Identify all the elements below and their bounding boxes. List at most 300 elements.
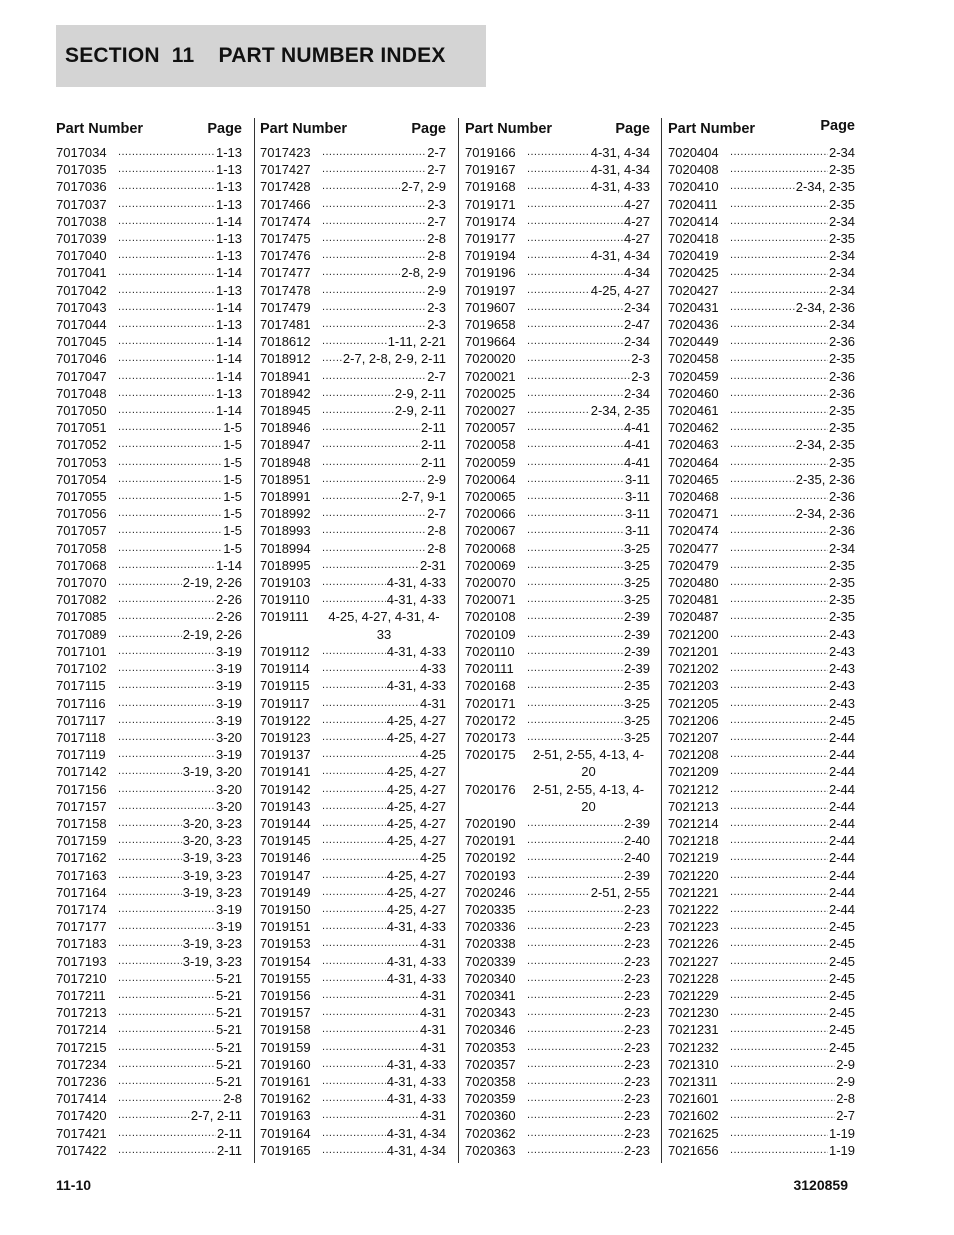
page-reference: 3-20 bbox=[215, 729, 242, 745]
page-reference: 3-11 bbox=[624, 523, 650, 539]
part-number: 7020359 bbox=[465, 1091, 516, 1107]
page-reference: 2-23 bbox=[623, 1091, 650, 1107]
index-entry bbox=[56, 1021, 242, 1038]
part-number: 7021218 bbox=[668, 833, 719, 849]
dot-leader bbox=[527, 970, 623, 987]
page-reference: 3-11 bbox=[624, 489, 650, 505]
dot-leader bbox=[118, 953, 182, 970]
part-number: 7020193 bbox=[465, 867, 516, 883]
dot-leader bbox=[118, 901, 215, 918]
dot-leader bbox=[322, 522, 426, 539]
page-reference: 2-39 bbox=[623, 643, 650, 659]
part-number: 7021311 bbox=[668, 1073, 718, 1089]
index-entries bbox=[56, 144, 242, 1159]
page-reference: 2-34 bbox=[623, 385, 650, 401]
dot-leader bbox=[730, 333, 828, 350]
index-entry bbox=[465, 884, 650, 901]
index-entry bbox=[56, 247, 242, 264]
part-number: 7021226 bbox=[668, 936, 719, 952]
part-number: 7019111 bbox=[260, 609, 309, 625]
dot-leader bbox=[118, 1039, 215, 1056]
part-number: 7019114 bbox=[260, 661, 310, 677]
part-number: 7021213 bbox=[668, 798, 719, 814]
part-number: 7021227 bbox=[668, 953, 719, 969]
dot-leader bbox=[118, 316, 215, 333]
page-reference: 2-34, 2-36 bbox=[795, 299, 855, 315]
dot-leader bbox=[730, 729, 828, 746]
dot-leader bbox=[322, 264, 400, 281]
part-number: 7020465 bbox=[668, 471, 719, 487]
part-number: 7017481 bbox=[260, 317, 311, 333]
page-reference: 4-27 bbox=[623, 231, 650, 247]
dot-leader bbox=[730, 385, 828, 402]
page-reference: 4-34 bbox=[623, 265, 650, 281]
index-column-4 bbox=[661, 118, 855, 1163]
index-entry bbox=[668, 1073, 855, 1090]
part-number: 7018612 bbox=[260, 334, 311, 350]
index-entry bbox=[668, 488, 855, 505]
page-reference: 4-31, 4-33 bbox=[386, 970, 446, 986]
index-entry bbox=[56, 1039, 242, 1056]
index-entry bbox=[465, 953, 650, 970]
part-number: 7020464 bbox=[668, 454, 719, 470]
dot-leader bbox=[730, 712, 828, 729]
page-reference: 4-41 bbox=[623, 437, 650, 453]
page-reference: 3-25 bbox=[623, 729, 650, 745]
index-entry bbox=[56, 1107, 242, 1124]
index-entry bbox=[260, 781, 446, 798]
part-number: 7017115 bbox=[56, 678, 106, 694]
index-entry bbox=[260, 436, 446, 453]
part-number: 7020418 bbox=[668, 231, 719, 247]
page-reference: 4-25, 4-27 bbox=[386, 901, 446, 917]
index-entry bbox=[260, 178, 446, 195]
dot-leader bbox=[730, 178, 795, 195]
page-reference: 2-35 bbox=[828, 557, 855, 573]
dot-leader bbox=[730, 402, 828, 419]
index-entry bbox=[668, 1142, 855, 1159]
page-reference: 4-31, 4-33 bbox=[386, 1091, 446, 1107]
part-number: 7020058 bbox=[465, 437, 516, 453]
index-entry bbox=[668, 333, 855, 350]
page-reference: 2-39 bbox=[623, 867, 650, 883]
page-reference: 4-31, 4-33 bbox=[590, 179, 650, 195]
part-number: 7021208 bbox=[668, 747, 719, 763]
page-reference: 3-19 bbox=[215, 695, 242, 711]
dot-leader bbox=[118, 161, 215, 178]
page-reference: 2-9 bbox=[427, 282, 446, 298]
page-reference: 4-25, 4-27 bbox=[386, 781, 446, 797]
index-entry bbox=[260, 918, 446, 935]
dot-leader bbox=[322, 436, 420, 453]
part-number: 7019166 bbox=[465, 145, 516, 160]
dot-leader bbox=[527, 1142, 623, 1159]
dot-leader bbox=[730, 230, 828, 247]
page-reference: 2-3 bbox=[427, 317, 446, 333]
part-number: 7019159 bbox=[260, 1039, 311, 1055]
index-entry bbox=[668, 867, 855, 884]
dot-leader bbox=[322, 1090, 386, 1107]
page-reference: 2-36 bbox=[828, 334, 855, 350]
page-reference: 3-20, 3-23 bbox=[182, 815, 242, 831]
page-reference: 2-35, 2-36 bbox=[795, 471, 855, 487]
dot-leader bbox=[118, 196, 215, 213]
dot-leader bbox=[118, 918, 215, 935]
index-entry bbox=[56, 333, 242, 350]
index-entry bbox=[465, 574, 650, 591]
dot-leader bbox=[730, 746, 828, 763]
index-entry bbox=[260, 419, 446, 436]
page-reference: 4-25, 4-27 bbox=[386, 833, 446, 849]
dot-leader bbox=[527, 712, 623, 729]
dot-leader bbox=[527, 935, 623, 952]
index-entry bbox=[260, 1039, 446, 1056]
part-number: 7017044 bbox=[56, 317, 107, 333]
index-entry bbox=[668, 781, 855, 798]
part-number: 7021202 bbox=[668, 661, 719, 677]
index-entry bbox=[260, 953, 446, 970]
part-number: 7017045 bbox=[56, 334, 107, 350]
dot-leader bbox=[118, 505, 222, 522]
dot-leader bbox=[118, 471, 222, 488]
part-number: 7019137 bbox=[260, 747, 311, 763]
dot-leader bbox=[730, 1073, 835, 1090]
dot-leader bbox=[322, 643, 386, 660]
dot-leader bbox=[118, 677, 215, 694]
page-reference: 4-31, 4-34 bbox=[590, 248, 650, 264]
dot-leader bbox=[730, 574, 828, 591]
page-reference: 2-3 bbox=[631, 351, 650, 367]
part-number: 7020419 bbox=[668, 248, 719, 264]
part-number: 7019151 bbox=[260, 919, 311, 935]
dot-leader bbox=[322, 282, 426, 299]
page-reference: 2-31 bbox=[419, 557, 446, 573]
part-number: 7017210 bbox=[56, 970, 107, 986]
index-entries bbox=[668, 144, 855, 1159]
index-entry bbox=[465, 849, 650, 866]
dot-leader bbox=[322, 368, 426, 385]
page-reference: 2-34 bbox=[828, 540, 855, 556]
part-number: 7019162 bbox=[260, 1091, 311, 1107]
page-reference: 3-20 bbox=[215, 781, 242, 797]
page-reference: 5-21 bbox=[215, 1073, 242, 1089]
page-reference: 2-8 bbox=[427, 540, 446, 556]
dot-leader bbox=[322, 1073, 386, 1090]
part-number: 7020479 bbox=[668, 557, 719, 573]
index-entry bbox=[668, 436, 855, 453]
page-reference: 2-34 bbox=[623, 334, 650, 350]
index-entry bbox=[668, 247, 855, 264]
page-reference: 3-19, 3-23 bbox=[182, 936, 242, 952]
part-number: 7019155 bbox=[260, 970, 311, 986]
part-number: 7019145 bbox=[260, 833, 311, 849]
page-reference: 2-44 bbox=[828, 833, 855, 849]
index-entry bbox=[465, 1056, 650, 1073]
index-entry bbox=[56, 953, 242, 970]
dot-leader bbox=[322, 901, 386, 918]
index-entry bbox=[465, 1073, 650, 1090]
index-entry bbox=[56, 729, 242, 746]
part-number: 7020431 bbox=[668, 299, 719, 315]
page-reference: 2-26 bbox=[215, 592, 242, 608]
index-entries bbox=[260, 144, 446, 1159]
index-entry bbox=[260, 557, 446, 574]
dot-leader bbox=[118, 746, 215, 763]
dot-leader bbox=[118, 574, 182, 591]
page-reference: 2-43 bbox=[828, 661, 855, 677]
part-number-header: Part Number bbox=[260, 121, 348, 137]
part-number: 7017414 bbox=[56, 1091, 107, 1107]
index-entry bbox=[56, 1056, 242, 1073]
dot-leader bbox=[322, 849, 419, 866]
part-number: 7020111 bbox=[465, 661, 514, 677]
part-number: 7017089 bbox=[56, 626, 107, 642]
page-reference: 1-14 bbox=[215, 368, 242, 384]
index-entry bbox=[465, 729, 650, 746]
index-entry bbox=[260, 832, 446, 849]
part-number: 7021214 bbox=[668, 815, 719, 831]
dot-leader bbox=[118, 522, 222, 539]
part-number: 7019122 bbox=[260, 712, 311, 728]
page-reference: 1-13 bbox=[215, 179, 242, 195]
part-number: 7020362 bbox=[465, 1125, 516, 1141]
index-entry bbox=[260, 230, 446, 247]
index-entry bbox=[56, 454, 242, 471]
page-reference: 3-25 bbox=[623, 557, 650, 573]
page-header: Page bbox=[207, 121, 242, 137]
index-entry bbox=[260, 798, 446, 815]
part-number: 7021228 bbox=[668, 970, 719, 986]
part-number: 7020065 bbox=[465, 489, 516, 505]
dot-leader bbox=[730, 1090, 835, 1107]
index-entry bbox=[465, 350, 650, 367]
part-number: 7020071 bbox=[465, 592, 516, 608]
index-entry bbox=[465, 368, 650, 385]
page-reference: 4-25, 4-27, 4-31, 4-33 bbox=[328, 609, 440, 642]
page-reference: 2-34, 2-35 bbox=[590, 403, 650, 419]
page-reference: 2-11 bbox=[216, 1142, 242, 1158]
dot-leader bbox=[730, 643, 828, 660]
part-number: 7019156 bbox=[260, 987, 311, 1003]
page-reference: 2-7 bbox=[427, 213, 446, 229]
dot-leader bbox=[322, 815, 386, 832]
index-column-3 bbox=[458, 118, 650, 1163]
page-reference: 2-23 bbox=[623, 901, 650, 917]
index-entry bbox=[668, 385, 855, 402]
page-reference: 2-7, 2-8, 2-9, 2-11 bbox=[342, 351, 446, 367]
index-entry bbox=[260, 540, 446, 557]
dot-leader bbox=[322, 1056, 386, 1073]
index-entry bbox=[465, 677, 650, 694]
page-reference: 2-44 bbox=[828, 850, 855, 866]
page-reference: 2-35 bbox=[828, 592, 855, 608]
dot-leader bbox=[118, 987, 215, 1004]
part-number: 7020436 bbox=[668, 317, 719, 333]
part-number: 7020458 bbox=[668, 351, 719, 367]
index-entry bbox=[56, 1004, 242, 1021]
page-reference: 2-26 bbox=[215, 609, 242, 625]
index-entry bbox=[465, 1039, 650, 1056]
index-entry bbox=[260, 1142, 446, 1159]
dot-leader bbox=[730, 454, 828, 471]
index-entry bbox=[465, 987, 650, 1004]
dot-leader bbox=[322, 196, 426, 213]
part-number: 7021602 bbox=[668, 1108, 719, 1124]
index-entry bbox=[56, 677, 242, 694]
page-reference: 2-23 bbox=[623, 1056, 650, 1072]
page-reference: 2-44 bbox=[828, 781, 855, 797]
index-entry bbox=[465, 488, 650, 505]
index-entry bbox=[465, 832, 650, 849]
index-entry bbox=[668, 832, 855, 849]
part-number: 7017050 bbox=[56, 403, 107, 419]
page-reference: 1-14 bbox=[215, 557, 242, 573]
part-number: 7017070 bbox=[56, 575, 107, 591]
index-entry bbox=[668, 1056, 855, 1073]
index-entry bbox=[56, 798, 242, 815]
part-number: 7017038 bbox=[56, 213, 107, 229]
column-header bbox=[668, 118, 855, 144]
dot-leader bbox=[118, 763, 182, 780]
part-number: 7020067 bbox=[465, 523, 516, 539]
part-number: 7020190 bbox=[465, 815, 516, 831]
dot-leader bbox=[322, 488, 400, 505]
dot-leader bbox=[322, 695, 419, 712]
dot-leader bbox=[527, 368, 630, 385]
index-entry bbox=[260, 264, 446, 281]
part-number: 7020064 bbox=[465, 471, 516, 487]
part-number: 7017051 bbox=[56, 420, 107, 436]
index-entry bbox=[260, 385, 446, 402]
dot-leader bbox=[730, 1004, 828, 1021]
dot-leader bbox=[730, 196, 828, 213]
page-reference: 1-5 bbox=[223, 437, 242, 453]
dot-leader bbox=[322, 712, 386, 729]
index-entry bbox=[260, 1125, 446, 1142]
index-entry bbox=[260, 333, 446, 350]
dot-leader bbox=[322, 213, 426, 230]
page-reference: 4-31 bbox=[419, 695, 446, 711]
page-reference: 4-25, 4-27 bbox=[386, 764, 446, 780]
dot-leader bbox=[527, 196, 623, 213]
dot-leader bbox=[730, 213, 828, 230]
dot-leader bbox=[118, 557, 215, 574]
page-reference: 4-31 bbox=[419, 1005, 446, 1021]
dot-leader bbox=[322, 746, 419, 763]
part-number: 7020338 bbox=[465, 936, 516, 952]
page-reference: 2-34 bbox=[828, 282, 855, 298]
page-reference: 2-3 bbox=[631, 368, 650, 384]
part-number: 7017234 bbox=[56, 1056, 107, 1072]
page-reference: 1-5 bbox=[223, 420, 242, 436]
dot-leader bbox=[527, 574, 623, 591]
index-entry bbox=[668, 1021, 855, 1038]
index-column-1 bbox=[56, 118, 242, 1163]
part-number: 7017163 bbox=[56, 867, 107, 883]
dot-leader bbox=[527, 1125, 623, 1142]
page-reference: 3-20 bbox=[215, 798, 242, 814]
part-number: 7021221 bbox=[668, 884, 719, 900]
page-reference: 4-25, 4-27 bbox=[386, 867, 446, 883]
index-entry bbox=[56, 368, 242, 385]
part-number: 7020343 bbox=[465, 1005, 516, 1021]
section-header bbox=[56, 25, 486, 87]
index-entry bbox=[668, 454, 855, 471]
page-reference: 5-21 bbox=[215, 1005, 242, 1021]
dot-leader bbox=[527, 454, 623, 471]
index-entry bbox=[56, 608, 242, 625]
index-entry bbox=[465, 557, 650, 574]
part-number: 7020477 bbox=[668, 540, 719, 556]
index-entry bbox=[56, 213, 242, 230]
part-number: 7020021 bbox=[465, 368, 516, 384]
part-number: 7021625 bbox=[668, 1125, 719, 1141]
index-entry bbox=[56, 264, 242, 281]
part-number: 7021205 bbox=[668, 695, 719, 711]
index-entry bbox=[56, 436, 242, 453]
dot-leader bbox=[118, 230, 215, 247]
index-entry bbox=[260, 299, 446, 316]
page-reference: 2-7 bbox=[427, 162, 446, 178]
page-reference: 4-25, 4-27 bbox=[386, 815, 446, 831]
page-reference: 4-31 bbox=[419, 936, 446, 952]
index-entry bbox=[465, 815, 650, 832]
index-entry bbox=[260, 368, 446, 385]
index-entry bbox=[465, 230, 650, 247]
page-reference: 3-19, 3-23 bbox=[182, 884, 242, 900]
page-reference: 1-5 bbox=[223, 471, 242, 487]
index-entry bbox=[465, 1142, 650, 1159]
index-entry bbox=[465, 901, 650, 918]
part-number: 7020357 bbox=[465, 1056, 516, 1072]
page-reference: 2-45 bbox=[828, 953, 855, 969]
dot-leader bbox=[527, 557, 623, 574]
part-number: 7017164 bbox=[56, 884, 107, 900]
index-entry bbox=[668, 350, 855, 367]
dot-leader bbox=[730, 781, 828, 798]
page-reference: 1-14 bbox=[215, 334, 242, 350]
page-reference: 2-9, 2-11 bbox=[394, 403, 446, 419]
page-reference: 2-9, 2-11 bbox=[394, 385, 446, 401]
dot-leader bbox=[322, 832, 386, 849]
dot-leader bbox=[118, 781, 215, 798]
page-reference: 2-9 bbox=[836, 1073, 855, 1089]
dot-leader bbox=[118, 1021, 215, 1038]
dot-leader bbox=[527, 884, 590, 901]
dot-leader bbox=[322, 505, 426, 522]
dot-leader bbox=[118, 935, 182, 952]
page-reference: 2-39 bbox=[623, 661, 650, 677]
part-number: 7021601 bbox=[668, 1091, 719, 1107]
index-entry bbox=[56, 196, 242, 213]
index-entry bbox=[56, 471, 242, 488]
dot-leader bbox=[527, 953, 623, 970]
dot-leader bbox=[527, 1090, 623, 1107]
dot-leader bbox=[322, 471, 426, 488]
part-number: 7017102 bbox=[56, 661, 107, 677]
part-number: 7018992 bbox=[260, 506, 311, 522]
index-entry bbox=[465, 213, 650, 230]
part-number: 7020057 bbox=[465, 420, 516, 436]
index-entry bbox=[56, 591, 242, 608]
dot-leader bbox=[322, 1004, 419, 1021]
part-number: 7020068 bbox=[465, 540, 516, 556]
part-number: 7020175 bbox=[465, 747, 516, 763]
page-reference: 2-43 bbox=[828, 678, 855, 694]
page-reference: 4-25 bbox=[419, 747, 446, 763]
index-entry bbox=[668, 1004, 855, 1021]
page-reference: 1-14 bbox=[215, 403, 242, 419]
